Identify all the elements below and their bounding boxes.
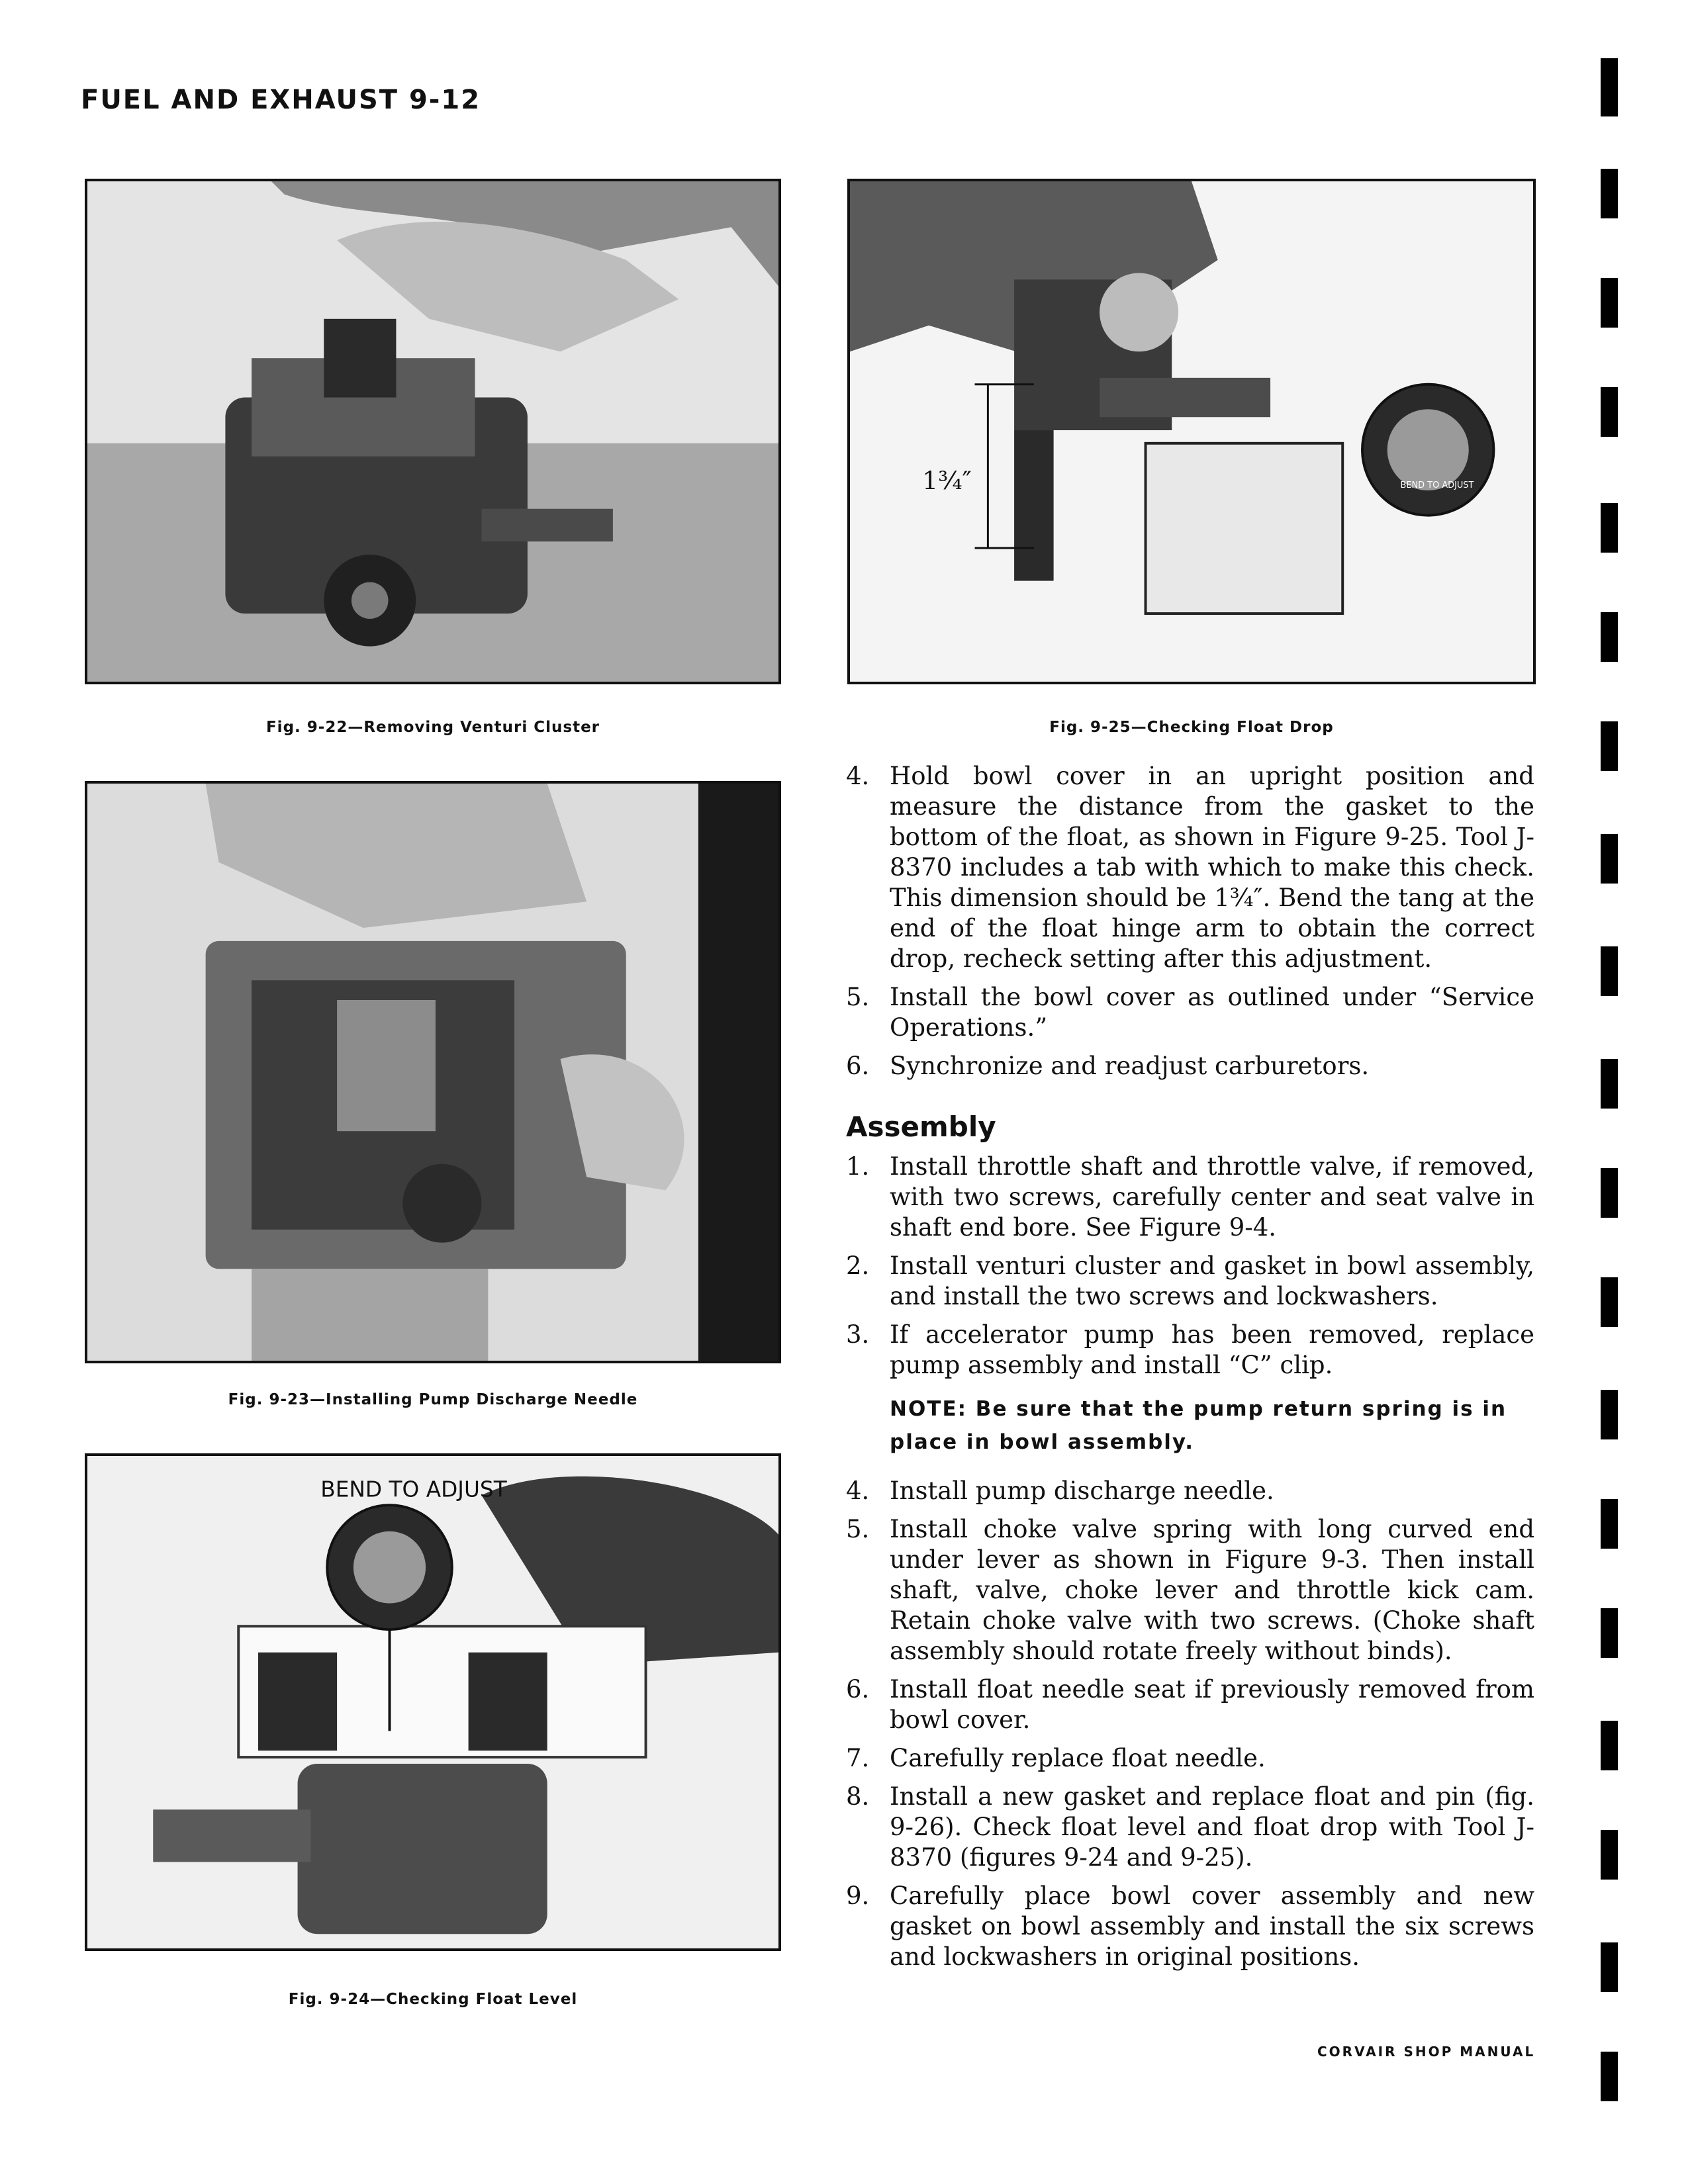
assembly-step: 6. Install float needle seat if previously removed from bowl cover. xyxy=(846,1675,1534,1734)
page-footer: CORVAIR SHOP MANUAL xyxy=(1317,2044,1536,2060)
edge-mark xyxy=(1601,58,1618,116)
edge-mark xyxy=(1601,834,1618,884)
adjustment-step: 5. Install the bowl cover as outlined under “Service Operations.” xyxy=(846,983,1534,1042)
edge-mark xyxy=(1601,169,1618,218)
edge-mark xyxy=(1601,503,1618,553)
edge-mark xyxy=(1601,1499,1618,1549)
edge-mark xyxy=(1601,1608,1618,1658)
figure-9-25-caption: Fig. 9-25—Checking Float Drop xyxy=(1049,719,1334,736)
edge-mark xyxy=(1601,946,1618,996)
edge-mark xyxy=(1601,1168,1618,1218)
assembly-step: 3. If accelerator pump has been removed, replace pump assembly and install “C” clip. xyxy=(846,1320,1534,1379)
edge-mark xyxy=(1601,1277,1618,1327)
edge-mark xyxy=(1601,1059,1618,1109)
figure-9-22-photo xyxy=(85,179,781,684)
edge-mark xyxy=(1601,2052,1618,2101)
figure-9-23-caption: Fig. 9-23—Installing Pump Discharge Needle xyxy=(228,1391,638,1408)
section-heading-assembly: Assembly xyxy=(846,1111,996,1143)
figure-9-22-caption: Fig. 9-22—Removing Venturi Cluster xyxy=(265,719,600,736)
assembly-step: 1. Install throttle shaft and throttle valve, if removed, with two screws, carefully center and seat valve in shaft end bore. See Figure 9-4. xyxy=(846,1152,1534,1242)
figure-9-23-photo xyxy=(85,781,781,1363)
figure-9-24-label: BEND TO ADJUST xyxy=(320,1477,507,1502)
assembly-step: 4. Install pump discharge needle. xyxy=(846,1477,1274,1505)
assembly-step: 2. Install venturi cluster and gasket in bowl assembly, and install the two screws and lockwashers. xyxy=(846,1251,1534,1310)
assembly-step: 8. Install a new gasket and replace float and pin (fig. 9-26). Check float level and float drop with Tool J-8370 (figures 9-24 and 9-25). xyxy=(846,1782,1534,1872)
adjustment-step: 6. Synchronize and readjust carburetors. xyxy=(846,1052,1370,1080)
assembly-step: 5. Install choke valve spring with long curved end under lever as shown in Figure 9-3. Then install shaft, valve, choke lever and throttle kick cam. Retain choke valve with two screws. (Choke shaft assembly should rotate freely without binds). xyxy=(846,1515,1534,1665)
page-header: FUEL AND EXHAUST 9-12 xyxy=(81,85,481,115)
instruction-text xyxy=(846,761,1534,1980)
adjustment-step: 4. Hold bowl cover in an upright position and measure the distance from the gasket to the bottom of the float, as shown in Figure 9-25. Tool J-8370 includes a tab with which to make this check. This dimension should be 1¾″. Bend the tang at the end of the float hinge arm to obtain the correct drop, recheck setting after this adjustment. xyxy=(846,762,1534,973)
figure-9-24-caption: Fig. 9-24—Checking Float Level xyxy=(288,1991,578,2008)
edge-mark xyxy=(1601,1390,1618,1439)
assembly-note: NOTE: Be sure that the pump return spring is in place in bowl assembly. xyxy=(890,1397,1507,1454)
figure-9-25-photo xyxy=(847,179,1536,684)
edge-mark xyxy=(1601,1942,1618,1992)
edge-mark xyxy=(1601,278,1618,328)
assembly-step: 7. Carefully replace float needle. xyxy=(846,1744,1266,1772)
edge-mark xyxy=(1601,1830,1618,1880)
figure-9-24-photo xyxy=(85,1453,781,1951)
edge-mark xyxy=(1601,387,1618,437)
figure-9-25-inset-label: BEND TO ADJUST xyxy=(1400,480,1474,491)
figure-9-25-dimension: 1¾″ xyxy=(922,466,972,496)
edge-mark xyxy=(1601,721,1618,771)
assembly-step: 9. Carefully place bowl cover assembly and new gasket on bowl assembly and install the six screws and lockwashers in original positions. xyxy=(846,1882,1534,1971)
edge-mark xyxy=(1601,1721,1618,1770)
edge-mark xyxy=(1601,612,1618,662)
